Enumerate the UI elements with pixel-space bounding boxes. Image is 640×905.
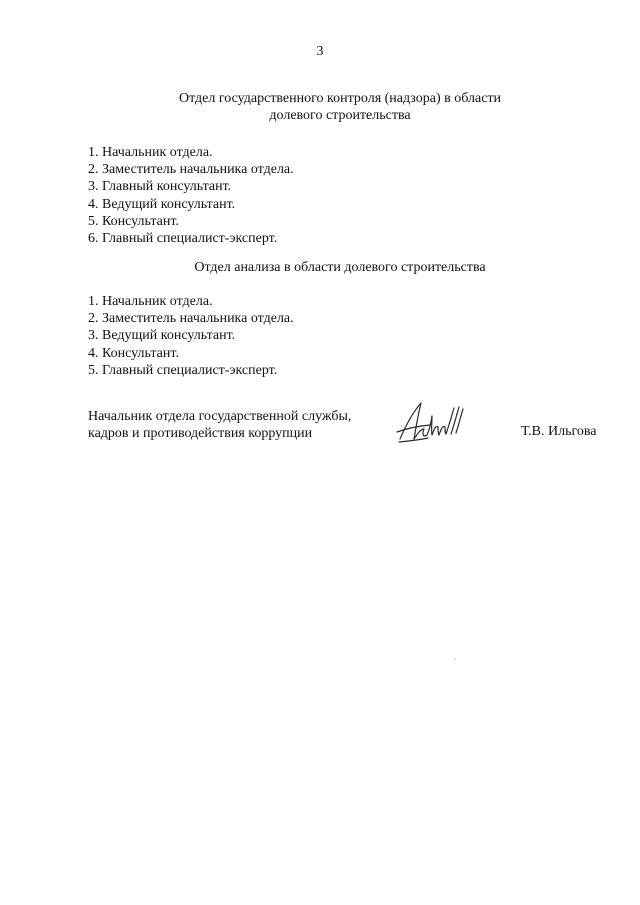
section-title-line: долевого строительства [269,108,411,123]
section-title-analysis [80,259,600,276]
section-title-line: Отдел анализа в области долевого строительства [194,260,486,275]
list-item: 4. Консультант. [88,345,179,361]
signature-strokes [397,403,463,442]
position-list-state-control [88,144,294,247]
position-list-analysis [88,293,294,379]
list-item: 5. Главный специалист-эксперт. [88,362,278,378]
list-item: 3. Главный консультант. [88,179,232,195]
list-item: 1. Начальник отдела. [88,145,213,160]
signatory-position-line: кадров и противодействия коррупции [88,426,313,441]
signatory-position-line: Начальник отдела государственной службы, [88,409,352,424]
list-item: 4. Ведущий консультант. [88,196,236,212]
list-item: 2. Заместитель начальника отдела. [88,311,294,327]
list-item: 5. Консультант. [88,213,179,229]
signatory-position [88,408,351,442]
handwritten-signature [394,399,466,447]
scan-speck [455,658,456,660]
page-number: 3 [316,44,324,59]
section-title-state-control [80,90,600,124]
list-item: 3. Ведущий консультант. [88,328,236,344]
section-title-line: Отдел государственного контроля (надзора) в области [178,91,502,106]
list-item: 2. Заместитель начальника отдела. [88,162,294,178]
signatory-name: Т.В. Ильгова [521,424,597,439]
list-item: 6. Главный специалист-эксперт. [88,231,278,247]
list-item: 1. Начальник отдела. [88,294,213,309]
